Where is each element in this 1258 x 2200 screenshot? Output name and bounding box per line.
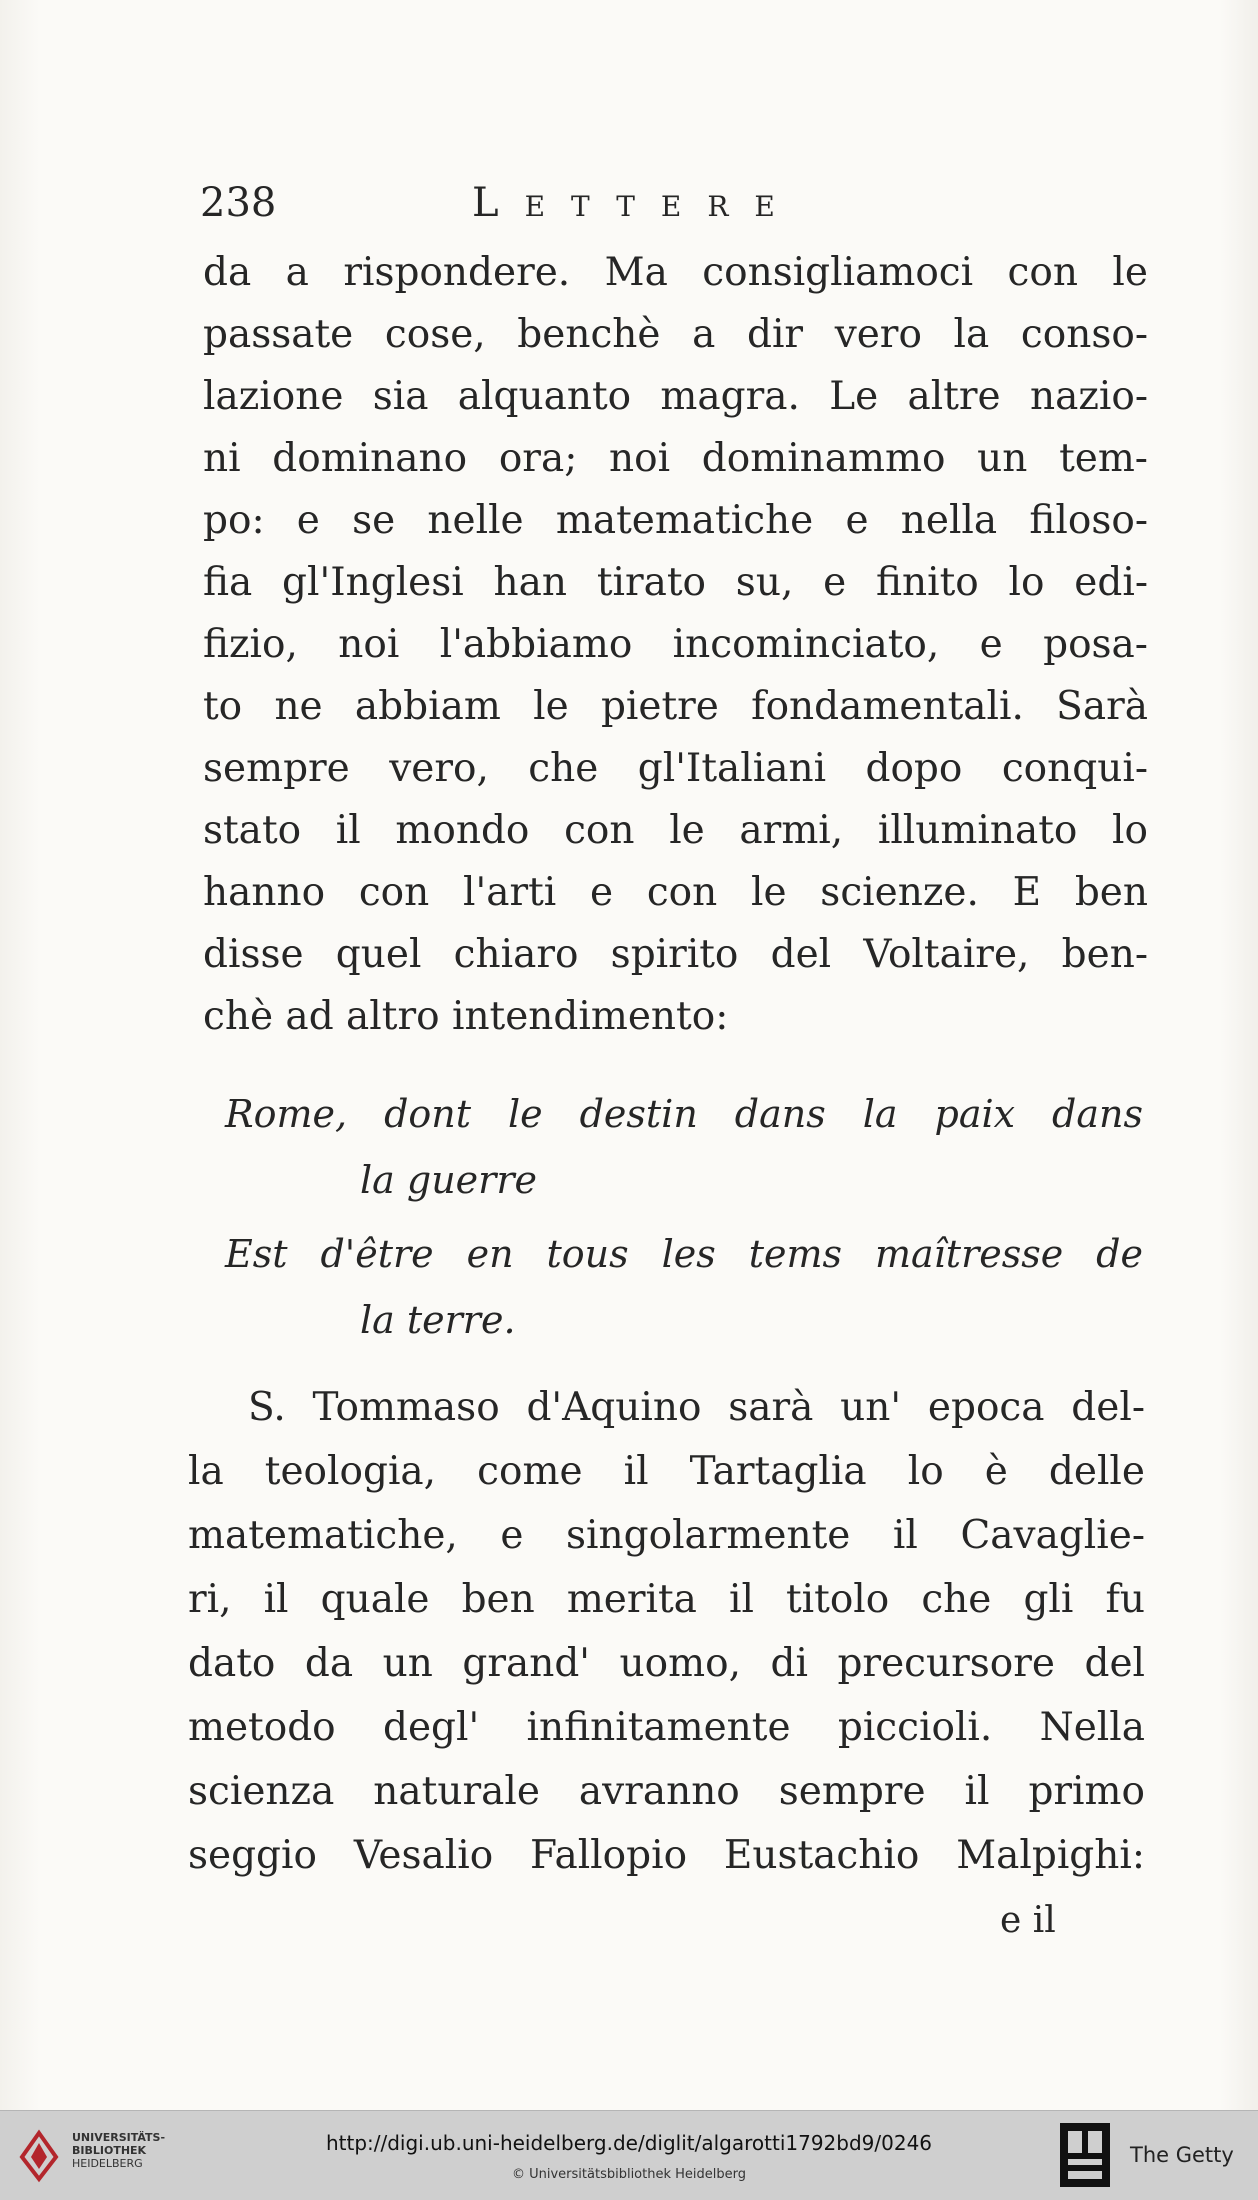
- text-line: matematiche, e singolarmente il Cavaglie-: [188, 1513, 1145, 1558]
- text-line: la teologia, come il Tartaglia lo è delle: [188, 1449, 1145, 1494]
- text-line: ni dominano ora; noi dominammo un tem-: [203, 436, 1148, 481]
- copyright-notice: © Universitätsbibliothek Heidelberg: [511, 2167, 746, 2182]
- text-line: scienza naturale avranno sempre il primo: [188, 1769, 1145, 1814]
- text-line: dato da un grand' uomo, di precursore del: [188, 1641, 1145, 1686]
- text-line: fia gl'Inglesi han tirato su, e finito lo edi-: [203, 560, 1148, 605]
- text-line: S. Tommaso d'Aquino sarà un' epoca del-: [248, 1385, 1145, 1430]
- library-name: UNIVERSITÄTS- BIBLIOTHEK HEIDELBERG: [72, 2131, 166, 2170]
- text-line: metodo degl' infinitamente piccioli. Nella: [188, 1705, 1145, 1750]
- verse-line: la guerre: [360, 1158, 537, 1202]
- text-line: to ne abbiam le pietre fondamentali. Sarà: [203, 684, 1148, 729]
- text-line: po: e se nelle matematiche e nella filoso-: [203, 498, 1148, 543]
- page-number: 238: [200, 180, 277, 226]
- text-line: ri, il quale ben merita il titolo che gli fu: [188, 1577, 1145, 1622]
- text-line: chè ad altro intendimento:: [203, 994, 729, 1039]
- text-line: lazione sia alquanto magra. Le altre nazio-: [203, 374, 1148, 419]
- text-line: da a rispondere. Ma consigliamoci con le: [203, 250, 1148, 295]
- verse-line: Rome, dont le destin dans la paix dans: [225, 1092, 1143, 1136]
- text-line: stato il mondo con le armi, illuminato lo: [203, 808, 1148, 853]
- text-line: hanno con l'arti e con le scienze. E ben: [203, 870, 1148, 915]
- catchword: e il: [1000, 1900, 1056, 1941]
- page-header: [200, 180, 1160, 240]
- partner-name: The Getty: [1130, 2143, 1234, 2167]
- permalink-url[interactable]: http://digi.ub.uni-heidelberg.de/diglit/algarotti1792bd9/0246: [325, 2131, 933, 2155]
- verse-line: la terre.: [360, 1298, 516, 1342]
- text-line: seggio Vesalio Fallopio Eustachio Malpighi:: [188, 1833, 1145, 1878]
- text-line: passate cose, benchè a dir vero la conso-: [203, 312, 1148, 357]
- running-head: Lettere: [472, 180, 801, 226]
- text-line: sempre vero, che gl'Italiani dopo conqui-: [203, 746, 1148, 791]
- getty-logo-icon: [1058, 2121, 1112, 2189]
- verse-line: Est d'être en tous les tems maîtresse de: [225, 1232, 1143, 1276]
- viewer-footer: [0, 2110, 1258, 2200]
- text-line: disse quel chiaro spirito del Voltaire, ben-: [203, 932, 1148, 977]
- text-line: fizio, noi l'abbiamo incominciato, e posa-: [203, 622, 1148, 667]
